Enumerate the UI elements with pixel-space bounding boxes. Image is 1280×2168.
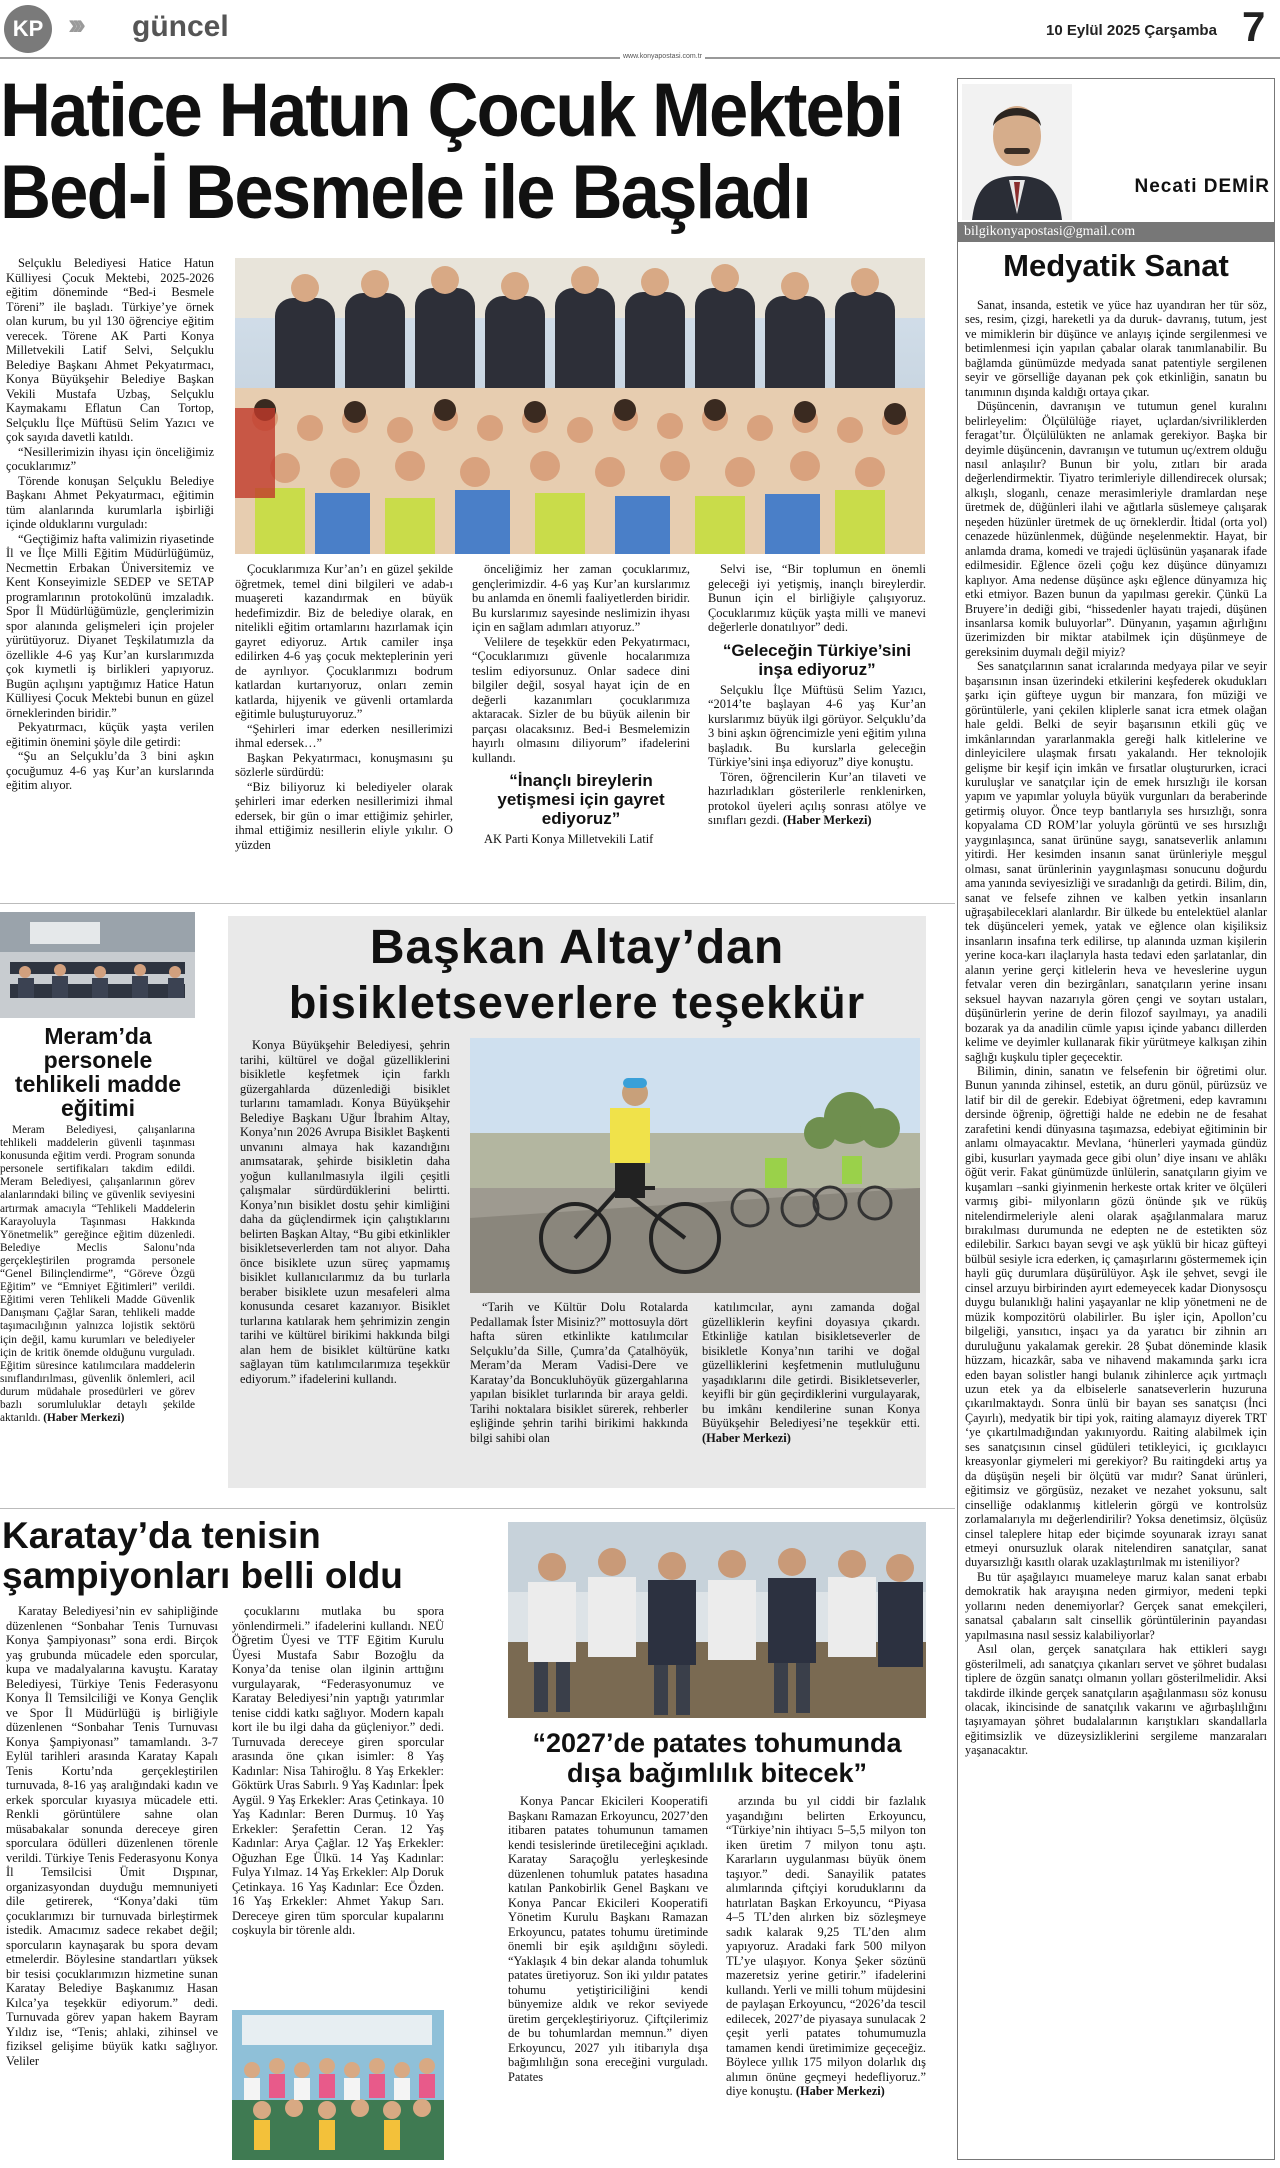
lead-subheading: “İnançlı bireylerin yetişmesi için gayret ediyoruz”: [497, 771, 665, 828]
lead-photo-children-ceremony: [235, 258, 925, 554]
lead-headline-line2: Bed-İ Besmele ile Başladı: [0, 150, 810, 235]
lead-paragraph: Selvi ise, “Bir toplumun en önemli geleceği iyi yetişmiş, inançlı bireylerdir. Bunun için el birliğiyle çalışıyoruz. Çocuklarımız küçük yaşta milli ve manevi değerlerle donatılıyor” dedi.: [708, 562, 926, 634]
altay-headline-line2: bisikletseverlere teşekkür: [288, 977, 866, 1028]
patates-paragraph: [726, 1794, 926, 2099]
lead-paragraph: AK Parti Konya Milletvekili Latif: [484, 832, 654, 846]
lead-paragraph: önceliğimiz her zaman çocuklarımız, gençlerimizdir. 4-6 yaş Kur’an kurslarımız bu anlamda en önemli faaliyetlerden biridir. Bu kurslarımız sayesinde neslimizin ihyası için en sağlam adımları atıyoruz.”: [472, 562, 690, 634]
page-number: 7: [1242, 3, 1266, 50]
altay-paragraph: [702, 1300, 920, 1445]
lead-column-1: [6, 256, 214, 886]
column-paragraph: Bilimin, dinin, sanatın ve felsefenin bir öğretimi olur. Bunun yanında zihinsel, estetik, an duru gönül, pürüzsüz ve latif bir dil de gerekir. Edebiyat öğretmeni, edep kavramını dersinde öğrenip, öğrettiği halde ne edebin ne de fesahat zarafetini kendi dünyasına taşımazsa, edebiyat eğitiminin bir anlamı olmayacaktır. Mevlana, ‘hünerleri yaymada gündüz gibi, kusurları yaymada gece gibi olun’ diye insanı ve ahlâkı öğüt verir. Fakat günümüzde ünlülerin, sanatçıların giyim ve kuşamları –sanki giyinmenin herkeste ortak kriter ve ölçüleri varmış gibi- milyonların gözü önünde şık ve rüküş nitelendirmeleriyle aleni olarak aşağılanmalara maruz bırakılması durumunda ne edepten ne de estetikten söz edilebilir. Sarkıcı bayan sevgi ve aşk yüklü bir hicaz güfteyi bülbül sesiyle icra ederken, iç çamaşırlarını göstermemek için hayli güç durumlara düşürülüyor. Aşk ile şehvet, sevgi ile cinsel arzuyu birbirinden ayırt edemeyecek kadar Dionysosçu duygu bulanıklığı halini yaşayanlar ne klip yönetmeni ne de müzik kompozitörü olabilirler. Bu işler için, Apollon’cu bilgeliği, yansıtıcı, inşacı ya da yaratıcı bir zihnin arı duruluğunu yakalamak gerekir. 28 Şubat döneminde klasik hüzzam, hicazkâr, saba ve nihavend makamında şarkı icra eden bayan solistler hangi bulanık zihinlerce açık yırtmaçlı uzun etek ya da elbiselerle sanatseverlerin huzuruna çıkarılmaktaydı. Sonra ünlü bir bayan ses sanatçısı (İnci Çayırlı), medyatik bir tipi yok, raiting alamayız diyerek TRT ‘ye çıkartılmadığından yakınıyordu. Raiting alabilmek için ses sanatçısının cinsel güdüleri tetikleyici, iç gıcıklayıcı kreasyonlar giymeleri mi gerekiyor? Bu raitingdeki artış ya da düşüşün neşeli bir ölçütü var mıdır? Sanat ürünleri, eğitimsiz ve görgüsüz, nezaket ve nezahet yoksunu, salt cinselliğe odaklanmış kitlelerin görgü ve kontrolsüz zorlamalarıyla mı değerlendirilir? Yoksa denetimsiz, ölçüsüz cinsel taleplere hitap eder biçimde soyunarak izrayı sanat etmeyi onursuzluk olarak nitelendiren sanatçılar, sanat duyarsızlığı kasıtlı olarak uzaklaştırılmak mı isteniliyor?: [965, 1064, 1267, 1570]
kp-logo: KP: [4, 5, 52, 53]
lead-paragraph: Selçuklu İlçe Müftüsü Selim Yazıcı, “2014’te başlayan 4-6 yaş Kur’an kurslarımız büyük ilgi görüyor. Selçuklu’da 3 bini aşkın öğrencimizle yeni eğitim yılına başladık. Bu kurslarla geleceğin Türkiye’sini inşa ediyoruz” diye konuştu.: [708, 682, 926, 769]
lead-headline: [0, 70, 955, 234]
patates-headline: “2027’de patates tohumunda dışa bağımlılık bitecek”: [532, 1728, 902, 1788]
altay-column-1: [240, 1038, 450, 1478]
altay-paragraph: “Tarih ve Kültür Dolu Rotalarda Pedallamak İster Misiniz?” mottosuyla dört hafta süren etkinlikte katılımcılar Selçuklu’da Sille, Çumra’da Çatalhöyük, Meram’da Meram Vadisi-Dere ve Karatay’da Boncukluhöyük güzergahlarına yapılan bisiklet turlarında bir araya geldi. Tarihi noktalara bisiklet sürerek, rehberler eşliğinde şehrin tarihi birikimi hakkında bilgi sahibi olan: [470, 1300, 688, 1445]
lead-paragraph: “Şehirleri imar ederken nesillerimizi ihmal edersek…”: [235, 721, 453, 750]
altay-credit: (Haber Merkezi): [702, 1430, 791, 1445]
page-header: [0, 0, 1280, 60]
column-paragraph: Düşüncenin, davranışın ve tutumun genel kuralını belirleyelim: Ölçülülüğe riayet, uçlardan/sivriliklerden feragat’tır. Ölçülülükten ne anlamak gerekiyor. Başka bir deyimle düşüncenin, davranışın ve tutumun uç/extrem olduğu nasıl anlaşılır? Bunun bir yolu, zıtları bir arada değerlendirmektir. Tiyatro terimleriyle dillendirecek olursak; alkışlı, sloganlı, cenaze merasimleriyle dramlardan neşe üretmek de, düğünleri ilahi ve ağıtlarla süslemeye çalışarak neşeden hüzünler üretmek de uç örneklerdir. İtidal (orta yol) cenazede hüzünlenmek, düğünde neşelenmektir. Hayat, bir anlamda drama, komedi ve trajedi üçlüsünün yaşanarak ifade edilmesidir. Eğlence özeli çoğu kez düşünce dünyamızı kaplıyor. Ama nedense düşünce aşkı eğlence dünyamıza hiç etki etmiyor. Bazen bunun da yapılması gerekir. Çünkü La Bruyere’in dediği gibi, “hissedenler hayatı trajedi, düşünen insanlarsa komik buluyorlar”. Dünyanın, yaşamın ağırlığını üzerimizden bir miktar atabilmek için düşünmeye de gereksinim duymalı değil miyiz?: [965, 399, 1267, 659]
author-email: bilgikonyapostasi@gmail.com: [958, 222, 1274, 242]
lead-paragraph: Başkan Pekyatırmacı, konuşmasını şu sözlerle sürdürdü:: [235, 750, 453, 779]
lead-paragraph: Törende konuşan Selçuklu Belediye Başkanı Ahmet Pekyatırmacı, eğitimin tüm alanlarında kurumlarla işbirliği içinde olduklarını vurguladı:: [6, 473, 214, 531]
meram-headline: Meram’da personele tehlikeli madde eğitimi: [14, 1023, 182, 1121]
karatay-photo-tennis-winners: [232, 2010, 444, 2160]
lead-subheading: “Geleceğin Türkiye’sini inşa ediyoruz”: [722, 640, 912, 679]
altay-paragraph-text: katılımcılar, aynı zamanda doğal güzelliklerin keyfini doyasıya çıkardı. Etkinliğe katılan bisikletseverler de bisikletle Konya’nın tarihi ve doğal güzelliklerini keşfetmenin mutluluğunu yaşadıklarını dile getirdi. Bisikletseverler, keyifli bir gün geçirdiklerini vurgulayarak, bu imkânı kendilerine sunan Konya Büyükşehir Belediyesi’ne teşekkür etti.: [702, 1300, 920, 1430]
column-paragraph: Bu tür aşağılayıcı muameleye maruz kalan sanat erbabı demokratik hak arayışına neden girmiyor, medeni tepki yollarını neden denemiyorlar? Gerçek sanat emekçileri, sanatsal çabaların salt cinsellik görüntülerinin payandası yapılmasına nasıl sessiz kalabiliyorlar?: [965, 1569, 1267, 1642]
lead-paragraph: Velilere de teşekkür eden Pekyatırmacı, “Çocuklarımızı güvenle hocalarımıza teslim ediyorsunuz. Onlar sadece dini bilgiler değil, sosyal hayat için de en değerli kazanımları çocuklarımıza aktaracak. Sizler de bu büyük ailenin bir parçası olacaksınız. Bed-i Besmelemizin hayırlı olmasını diliyorum” ifadelerini kullandı.: [472, 634, 690, 765]
lead-paragraph: “Şu an Selçuklu’da 3 bini aşkın çocuğumuz 4-6 yaş Kur’an kurslarında eğitim alıyor.: [6, 749, 214, 792]
column-title: Medyatik Sanat: [1003, 248, 1229, 283]
website-label: www.konyapostasi.com.tr: [620, 53, 705, 60]
lead-headline-line1: Hatice Hatun Çocuk Mektebi: [0, 68, 903, 153]
lead-paragraph: Çocuklarımıza Kur’an’ı en güzel şekilde öğretmek, temel dini bilgileri ve adab-ı muaşereti kazandırmak en büyük hedefimizdir. Biz de belediye olarak, en nitelikli eğitim ortamlarını hazırlamak için gayret ediyoruz. Artık camiler inşa edilirken 4-6 yaş çocuk mekteplerinin yeri de ayrılıyor. Çocuklarımızı bodrum katlardan kurtarıyoruz, onları zemin katlarda, hijyenik ve güvenli ortamlarda eğitimle buluşturuyoruz.”: [235, 562, 453, 721]
column-paragraph: Ses sanatçılarının sanat icralarında medyaya pilar ve seyir başarısının insan üzerindeki etkilerini keşfederek okudukları şarkı için güfteye uygun bir manzara, fon müziği ve görüntülerle, yani çekilen kliplerle sanat icra etmek olağan hale geldi. Belki de seyir başarısının etkili güç ve imkânlarından yararlanmakla gereği halk kitlelerine ve dinleyicilere ulaşmak fırsatı yakalandı. Her teknolojik gelişme bir keşif için imkân ve fırsatlar oluştururken, icraci kuruluşlar ve sanatçılar için de emek hırsızlığı ile korsan yapım ve yapımlar yoluyla büyük vurgunları da beraberinde getirmiş oluyor. Önce teyp bantlarıyla ses hırsızlığı, sonra kopyalama CD ROM’lar yoluyla görüntü ve ses hırsızlığı yaygınlaşınca, sanat ürününe saygı, sanatseverlik anlamını yitirdi. Her kesimden insanın sanat ürünleriyle meşgul olması, sanat ürünlerinin yaygınlaşması sonucunu doğurdu ama yanında seviyesizliği ve sıradanlığı da getirdi. Bilim, din, sanat ve felsefe zihnen ve kalben yetkin insanların uğraşabileceklari alanlardır. Bir ülkede bu entelektüel alanlar tek düşünceleri yemek, yatak ve eğlence olan kişiliksiz insanların insafına terk edilirse, tıp alanında uzman kişilerin yerine koca-karı ilaçlarıyla hasta tedavi eden şarlatanlar, din alanın yerine gerçi kitlelerin heva ve heveslerine uygun fetvalar veren din bezirgânları, sanatçıların yerine insanı seksuel hayvan nazarıyla gören çengi ve soytarı ustaları, düşünürlerin yerine de derin filozof sayılmayı, ya anadili bozarak ya da anadilin cümle yapısı içinde yabancı dillerden kelime ve deyimler kullanarak fikir yürütmeye kalkışan zihin sağlığı kuşkulu tipler geçecektir.: [965, 659, 1267, 1064]
karatay-headline: Karatay’da tenisin şampiyonları belli oldu: [2, 1515, 403, 1596]
lead-paragraph-text: Tören, öğrencilerin Kur’an tilaveti ve hazırladıkları gösterilerle renklenirken, protokol üyeleri açılış sonrası atölye ve sınıfları gezdi.: [708, 769, 926, 827]
section-label: güncel: [132, 10, 229, 43]
meram-paragraph: [0, 1124, 195, 1425]
section-divider: [0, 903, 955, 904]
lead-paragraph: [708, 770, 926, 828]
patates-credit: (Haber Merkezi): [795, 2084, 885, 2098]
section-divider: [0, 1508, 955, 1509]
lead-paragraph: Selçuklu Belediyesi Hatice Hatun Külliyesi Çocuk Mektebi, 2025-2026 eğitim döneminde “Bed-i Besmele Töreni” ile başladı. Türkiye’ye örnek olan kurum, bu yıl 130 öğrenciye eğitim verecek. Törene AK Parti Konya Milletvekili Latif Selvi, Selçuklu Belediye Başkanı Ahmet Pekyatırmacı, Konya Büyükşehir Belediye Başkan Vekili Mustafa Uzbaş, Selçuklu Kaymakamı Eflatun Can Tortop, Selçuklu İlçe Müftüsü Selim Yazıcı ve çok sayıda davetli katıldı.: [6, 256, 214, 444]
karatay-column-1: [6, 1604, 218, 2156]
patates-paragraph: Konya Pancar Ekicileri Kooperatifi Başkanı Ramazan Erkoyuncu, 2027’den itibaren patates tohumunun tamamen kendi tesislerinde üretileceğini açıkladı. Karatay Saraçoğlu yerleşkesinde düzenlenen tohumluk patates hasadına katılan Pankobirlik Genel Başkanı ve Konya Pancar Ekicileri Kooperatifi Yönetim Kurulu Başkanı Ramazan Erkoyuncu, patates tohumu üretiminde önemli bir eşik aşıldığını söyledi. “Yaklaşık 4 bin dekar alanda tohumluk patates üretiyoruz. Son iki yıldır patates tohumu yetiştiriciliğini kendi bünyemize aldık ve rekor seviyede üretim gerçekleştiriyoruz. Çiftçilerimiz de bu tohumlardan memnun.” diyen Erkoyuncu, 2027 yılı itibarıyla dışa bağımlılığın sona ereceğini vurguladı. Patates: [508, 1794, 708, 2084]
meram-paragraph-text: Meram Belediyesi, çalışanlarına tehlikeli maddelerin güvenli taşınması konusunda eğitim verdi. Program sonunda personele sertifikaları takdim edildi. Meram Belediyesi, çalışanlarının görev alanlarındaki bilinç ve güvenlik seviyesini artırmak amacıyla “Tehlikeli Maddelerin Karayoluyla Taşınması Hakkında Yönetmelik” gereğince eğitim düzenledi. Belediye Meclis Salonu’nda gerçekleştirilen programda personele “Genel Bilinçlendirme”, “Göreve Özgü Eğitim” ve “Emniyet Eğitimleri” verildi. Eğitimi veren Tehlikeli Madde Güvenlik Danışmanı Çağlar Saran, tehlikeli madde taşımacılığının yalnızca lojistik sektörü için değil, kamu kurumları ve belediyeler için de kritik önemde olduğunu vurguladı. Eğitim süresince katılımcılara maddelerin sınıflandırılması, güvenlik önlemleri, acil durum müdahale prosedürleri ve görev bazlı sorumluluklar detaylı şekilde aktarıldı.: [0, 1124, 195, 1425]
column-body: [965, 298, 1267, 2156]
meram-body: [0, 1124, 195, 1494]
column-paragraph: Asıl olan, gerçek sanatçılara hak ettikleri saygı gösterilmeli, adı sanatçıya çıkanları servet ve şöhret budalası tiplere de özgün sanatçı olmanın yolları gösterilmelidir. Aksi takdirde ilkinde gerçek sanatçıların aşağılanmasıı söz konusu olacak, ikincisinde de sanatçılık vakarını ve ağırbaşlılığını taşıyamayan şöhret budalalarının karıştıkları skandallarla eğitimsizlik ve düzeysizliklerini sergileme manzaraları yaşanacaktır.: [965, 1642, 1267, 1758]
lead-paragraph: “Nesillerimizin ihyası için önceliğimiz çocuklarımız”: [6, 444, 214, 473]
patates-column-2: [726, 1794, 926, 2162]
karatay-paragraph: çocuklarını mutlaka bu spora yönlendirmeli.” ifadelerini kullandı. NEÜ Öğretim Üyesi ve TTF Eğitim Kurulu Üyesi Mustafa Sabır Bozoğlu da Konya’da tenise olan ilginin arttığını vurgulayarak, “Federasyonumuz ve Karatay Belediyesi’nin yaptığı yatırımlar tenise ciddi katkı sağlıyor. Modern kapalı kort ile bu ilgi daha da güçleniyor.” dedi. Turnuvada dereceye giren sporcular arasında öne çıkan isimler: 8 Yaş Kadınlar: Nisa Tahiroğlu. 8 Yaş Erkekler: Göktürk Uras Sabırlı. 9 Yaş Kadınlar: İpek Aygül. 9 Yaş Erkekler: Aras Çetinkaya. 10 Yaş Kadınlar: Beren Durmuş. 10 Yaş Erkekler: Şerafettin Ceran. 12 Yaş Kadınlar: Arya Çağlar. 12 Yaş Erkekler: Oğuzhan Ege Ülkü. 14 Yaş Kadınlar: Fulya Yılmaz. 14 Yaş Erkekler: Alp Doruk Çetinkaya. 16 Yaş Kadınlar: Ece Özden. 16 Yaş Erkekler: Ahmet Yakup Sarı. Dereceye giren tüm sporcular kupalarını coşkuyla bir törenle aldı.: [232, 1604, 444, 1937]
author-name: Necati DEMİR: [1134, 176, 1270, 197]
lead-credit: (Haber Merkezi): [782, 813, 872, 827]
altay-column-3: [702, 1300, 920, 1478]
altay-column-2: [470, 1300, 688, 1478]
lead-paragraph: “Geçtiğimiz hafta valimizin riyasetinde İl ve İlçe Milli Eğitim Müdürlüğümüz, Necmettin Erbakan Üniversitemiz ve Kent Konseyimizle SEDEP ve SETAP programlarının protokolünü imzaladık. Spor İl Müdürlüğümüzle, gençlerimizin spor alanında gelişmeleri için projeler yürütüyoruz. Diyanet Teşkilatımızla da özellikle 4-6 yaş Kur’an kurslarımızda çok kıymetli iş birlikleri yapıyoruz. Bugün açılışını yaptığımız Hatice Hatun Külliyesi Çocuk Mektebi bunun en güzel örneklerinden biridir.”: [6, 531, 214, 720]
altay-headline-line1: Başkan Altay’dan: [369, 921, 785, 974]
patates-photo-officials-field: [508, 1522, 926, 1718]
meram-photo-training-hall: [0, 912, 195, 1018]
patates-paragraph-text: arzında bu yıl ciddi bir fazlalık yaşandığını belirten Erkoyuncu, “Türkiye’nin ihtiyacı 5–5,5 milyon ton iken üretim 7 milyon tonu aştı. Kararların uygulanması büyük önem taşıyor.” dedi. Sanayilik patates alımlarında çiftçiyi koruduklarını da hatırlatan Başkan Erkoyuncu, “Piyasa 4–5 TL’den alırken biz sözleşmeye sadık kalarak 9,25 TL’den alım yapıyoruz. Aradaki fark 500 milyon TL’ye ulaşıyor. Konya Şeker sözünü mazeretsiz yerine getirir.” ifadelerini kullandı. Yerli ve milli tohum müjdesini de paylaşan Erkoyuncu, “2026’da tescil edilecek, 2027’de piyasaya sunulacak 2 çeşit yerli patates tohumumuzla tamamen kendi üretimimize geçeceğiz. Böylece yıllık 175 milyon dolarlık dış alımın önüne geçmeyi hedefliyoruz.” diye konuştu.: [726, 1794, 926, 2098]
author-portrait: [962, 84, 1072, 220]
patates-column-1: [508, 1794, 708, 2162]
meram-credit: (Haber Merkezi): [43, 1412, 125, 1425]
issue-date: 10 Eylül 2025 Çarşamba: [1046, 22, 1217, 39]
lead-column-3: [472, 562, 690, 888]
karatay-column-2: [232, 1604, 444, 1990]
altay-paragraph: Konya Büyükşehir Belediyesi, şehrin tarihi, kültürel ve doğal güzelliklerini bisikletle keşfetmek için farklı güzergahlarda düzenlediği bisiklet turlarını tamamladı. Konya Büyükşehir Belediye Başkanı Uğur İbrahim Altay, Konya’nın 2026 Avrupa Bisiklet Başkenti unvanını almaya hak kazandığını anımsatarak, şehirde bisikletin daha yoğun kullanılmasıyla ilgili çeşitli çalışmalar sürdürdüklerini belirtti. Konya’nın bisiklet dostu şehir kimliğini daha da güçlendirmek için çalıştıklarını belirten Başkan Altay, “Bu gibi etkinlikler bisikletseverlerden tam not alıyor. Daha önce bisiklete uzun süreç yapmamış bisiklet kullanıcılarımız da bu turlarla beraber bisiklete uzun mesafeleri alma konusunda cesaret kazanıyor. Bisiklet turlarına katılarak hem şehrimizin zengin tarihi ve kültürel birikimi hakkında bilgi alan hem de bisiklet kültürüne katkı sağlayan tüm katılımcılarımıza teşekkür ediyorum.” ifadelerini kullandı.: [240, 1038, 450, 1386]
lead-column-4: [708, 562, 926, 888]
chevron-arrows-icon: ›››: [68, 8, 80, 41]
karatay-paragraph: Karatay Belediyesi’nin ev sahipliğinde düzenlenen “Sonbahar Tenis Turnuvası Konya Şampiyonası” sona erdi. Birçok yaş grubunda mücadele eden sporcular, kupa ve madalyalarına kavuştu. Karatay Belediyesi, Türkiye Tenis Federasyonu Konya İl Temsilciliği ve Konya Gençlik ve Spor İl Müdürlüğü iş birliğiyle düzenlenen “Sonbahar Tenis Turnuvası Konya Şampiyonası” tamamlandı. 3-7 Eylül tarihleri arasında Karatay Kapalı Tenis Kortu’nda gerçekleştirilen turnuvada, 8-16 yaş aralığındaki kadın ve erkek sporcular kıyasıya mücadele etti. Renkli görüntülere sahne olan müsabakalar sonunda dereceye giren sporculara ödülleri düzenlenen törenle verildi. Türkiye Tenis Federasyonu Konya İl Temsilcisi Ümit Dışpınar, organizasyondan duyduğu memnuniyeti dile getirerek, “Konya’daki tüm çocuklarımızı bir turnuvada birleştirmek istedik. Amacımız sadece rekabet değil; sporcuların kaynaşarak bu spora devam etmelerdir. Böylesine standartları yüksek bir tesisi çocuklarımızın hizmetine sunan Karatay Belediye Başkanımız Hasan Kılca’ya teşekkür ediyorum.” dedi. Turnuvada görev yapan hakem Bayram Yıldız ise, “Tenis; ahlaki, zihinsel ve fiziksel gelişime büyük katkı sağlıyor. Veliler: [6, 1604, 218, 2068]
lead-paragraph: “Biz biliyoruz ki belediyeler olarak şehirleri imar ederken nesillerimizi ihmal edersek, bir gün o imar ettiğimiz şehirler, ihmal ettiğimiz nesillerin eliyle yıkılır. O yüzden: [235, 779, 453, 852]
column-paragraph: Sanat, insanda, estetik ve yüce haz uyandıran her tür söz, ses, resim, çizgi, hareketli ya da duruk- davranış, tutum, jest ve mimiklerin bir düşünce ve anlayış içinde sergilenmesi ve betimlenmesi için yapılan çabalar olarak tanımlanabilir. Bu bağlamda günümüzde medyada sanat patentiyle sergilenen seyir ve görselliğe dayanan pek çok etkinliğin, sanatın bu tanımının dışında kaldığı ortaya çıkar.: [965, 298, 1267, 399]
lead-paragraph: Pekyatırmacı, küçük yaşta verilen eğitimin önemini şöyle dile getirdi:: [6, 720, 214, 749]
lead-column-2: [235, 562, 453, 888]
altay-photo-cyclists: [470, 1038, 920, 1293]
